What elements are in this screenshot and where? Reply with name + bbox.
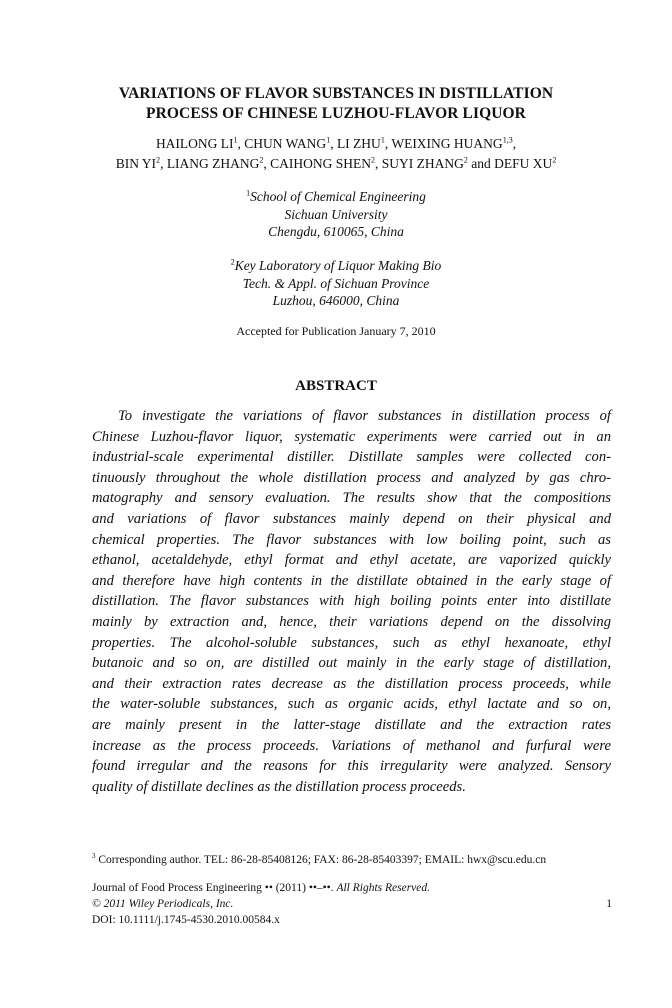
abstract-line: the water-soluble substances, such as organic acids, ethyl lactate and so on, [92, 696, 611, 713]
abstract-line: increase as the process proceeds. Variations of methanol and furfural were [92, 737, 611, 754]
doi: DOI: 10.1111/j.1745-4530.2010.00584.x [92, 914, 280, 926]
corresponding-author-footnote [92, 852, 632, 868]
author-line-2 [40, 154, 632, 174]
author-list [40, 134, 632, 174]
abstract-line: chemical properties. The flavor substances with low boiling point, such as [92, 531, 611, 548]
abstract-line: and variations of flavor substances mainly depend on their physical and [92, 510, 611, 527]
title-line-1: VARIATIONS OF FLAVOR SUBSTANCES IN DISTILLATION [118, 85, 554, 102]
abstract-line: and therefore have high contents in the distillate obtained in the early stage of [92, 572, 611, 589]
acceptance-date: Accepted for Publication January 7, 2010 [236, 324, 436, 338]
author-separator: and [467, 156, 495, 171]
author-separator: , [375, 156, 382, 171]
author-affil-mark: 1 [380, 135, 385, 145]
abstract-line: properties. The alcohol-soluble substances, such as ethyl hexanoate, ethyl [92, 634, 611, 651]
author-separator: , [263, 156, 271, 171]
affiliation-line [100, 188, 572, 206]
title-line-2: PROCESS OF CHINESE LUZHOU-FLAVOR LIQUOR [146, 105, 526, 122]
author-affil-mark: 2 [463, 155, 468, 165]
affiliation-line: Tech. & Appl. of Sichuan Province [242, 275, 430, 291]
abstract-line: mainly by extraction and, hence, their variations depend on the dissolving [92, 613, 611, 630]
author-name: CHUN WANG [244, 136, 327, 151]
affiliation-2 [100, 257, 572, 310]
affiliation-text: School of Chemical Engineering [250, 189, 426, 204]
journal-info [92, 880, 612, 928]
author-separator: , [237, 136, 245, 151]
author-affil-mark: 2 [156, 155, 161, 165]
abstract-line: quality of distillate declines as the distillation process proceeds. [92, 778, 466, 795]
author-name: LIANG ZHANG [166, 156, 260, 171]
author-name: WEIXING HUANG [391, 136, 503, 151]
abstract-line: and their extraction rates decrease as the distillation process proceeds, while [92, 675, 611, 692]
rights-reserved: All Rights Reserved. [336, 882, 431, 894]
footnote-mark: 3 [92, 852, 96, 861]
author-name: DEFU XU [494, 156, 553, 171]
affiliation-line: Sichuan University [284, 206, 388, 222]
affiliation-mark: 1 [246, 188, 251, 198]
abstract-line: To investigate the variations of flavor substances in distillation process of [118, 408, 611, 424]
author-affil-mark: 1,3 [502, 135, 513, 145]
author-affil-mark: 2 [259, 155, 264, 165]
abstract-line: distillation. The flavor substances with high boiling points enter into distillate [92, 593, 611, 610]
abstract-heading: ABSTRACT [295, 378, 377, 394]
author-separator: , [384, 136, 392, 151]
affiliation-1 [100, 188, 572, 241]
author-affil-mark: 2 [552, 155, 557, 165]
author-name: BIN YI [115, 156, 157, 171]
page-number: 1 [606, 898, 612, 910]
abstract-line: are mainly present in the latter-stage distillate and the extraction rates [92, 716, 611, 733]
author-affil-mark: 1 [326, 135, 331, 145]
author-name: HAILONG LI [155, 136, 234, 151]
abstract-line: found irregular and the reasons for this irregularity were analyzed. Sensory [92, 758, 611, 775]
abstract-line: butanoic and so on, are distilled out mainly in the early stage of distillation, [92, 655, 611, 672]
affiliation-mark: 2 [230, 257, 235, 267]
abstract-line: industrial-scale experimental distiller. Distillate samples were collected con- [92, 449, 611, 466]
affiliation-line: Luzhou, 646000, China [272, 293, 400, 308]
author-affil-mark: 1 [233, 135, 238, 145]
abstract-line: Chinese Luzhou-flavor liquor, systematic experiments were carried out in an [92, 428, 611, 445]
affiliation-text: Key Laboratory of Liquor Making Bio [234, 258, 442, 273]
author-name: LI ZHU [336, 136, 381, 151]
author-name: CAIHONG SHEN [270, 156, 372, 171]
footnote-text: Corresponding author. TEL: 86-28-85408126; FAX: 86-28-85403397; EMAIL: hwx@scu.edu.cn [98, 854, 547, 866]
author-separator: , [160, 156, 167, 171]
author-separator: , [512, 136, 517, 151]
copyright: © 2011 Wiley Periodicals, Inc. [92, 898, 234, 910]
abstract-body [92, 406, 611, 797]
abstract-line: tinuously throughout the whole distillation process and analyzed by gas chro- [92, 469, 611, 486]
affiliation-line: Chengdu, 610065, China [268, 224, 404, 239]
author-affil-mark: 2 [371, 155, 376, 165]
author-line-1 [40, 134, 632, 154]
abstract-line: ethanol, acetaldehyde, ethyl format and ethyl acetate, are vaporized quickly [92, 552, 611, 569]
journal-name: Journal of Food Process Engineering •• (2011) ••–••. [92, 882, 337, 894]
journal-citation [92, 880, 612, 896]
abstract-line: matography and sensory evaluation. The results show that the compositions [92, 490, 611, 507]
author-separator: , [330, 136, 337, 151]
affiliation-line [100, 257, 572, 275]
author-name: SUYI ZHANG [381, 156, 464, 171]
paper-title [60, 84, 612, 124]
copyright-row [92, 896, 612, 912]
